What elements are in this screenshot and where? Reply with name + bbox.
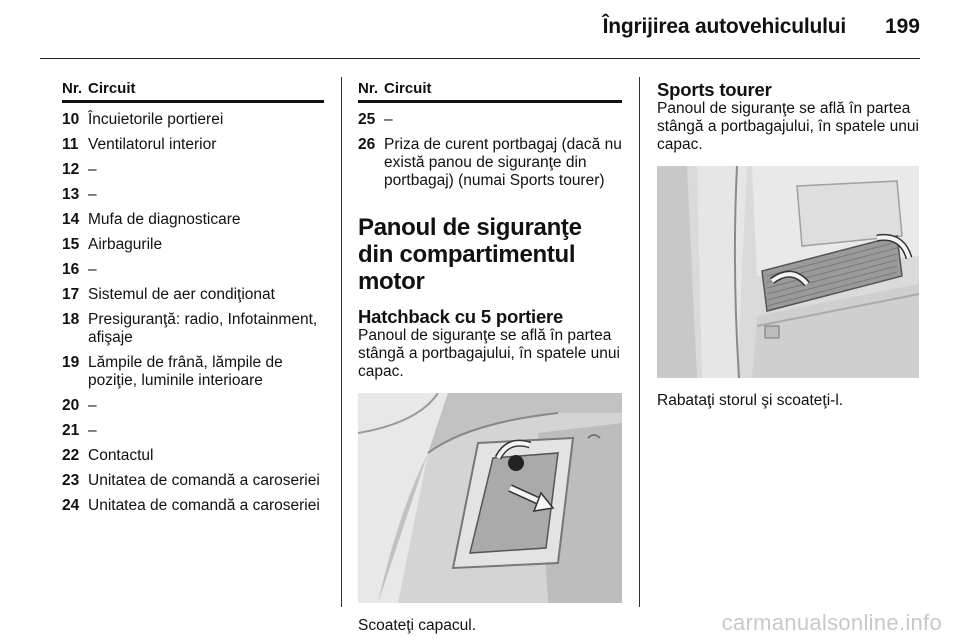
table-row bbox=[358, 111, 622, 129]
fuse-number: 19 bbox=[62, 354, 80, 371]
circuit-name: – bbox=[384, 111, 393, 128]
table-row bbox=[358, 136, 622, 190]
table-row bbox=[62, 422, 324, 440]
page-number: 199 bbox=[884, 15, 920, 38]
hatchback-text: Panoul de siguranţe se află în partea stângă a portbagajului, în spatele unui capac. bbox=[358, 327, 620, 380]
hatchback-caption: Scoateţi capacul. bbox=[358, 617, 477, 634]
fuse-number: 16 bbox=[62, 261, 80, 278]
sports-tourer-text: Panoul de siguranţe se află în partea stângă a portbagajului, în spatele unui capac. bbox=[657, 100, 919, 153]
fuse-number: 17 bbox=[62, 286, 80, 303]
sports-tourer-caption: Rabataţi storul şi scoateţi-l. bbox=[657, 392, 844, 409]
column-divider-1 bbox=[341, 77, 342, 607]
fuse-number: 26 bbox=[358, 136, 376, 153]
circuit-name: Presiguranţă: radio, Infotainment, afişaje bbox=[88, 311, 318, 346]
sports-tourer-subheading: Sports tourer bbox=[657, 79, 772, 100]
hatchback-fuse-cover-photo bbox=[358, 393, 622, 603]
table-row bbox=[62, 354, 324, 390]
header-title: Îngrijirea autovehiculului bbox=[602, 15, 846, 38]
column-header-nr: Nr. bbox=[358, 80, 379, 97]
circuit-name: – bbox=[88, 422, 97, 439]
fuse-number: 23 bbox=[62, 472, 80, 489]
header-rule bbox=[40, 58, 920, 59]
circuit-name: Unitatea de comandă a caroseriei bbox=[88, 497, 320, 514]
circuit-name: – bbox=[88, 397, 97, 414]
middle-column bbox=[358, 80, 622, 635]
table-row bbox=[62, 236, 324, 254]
fuse-number: 21 bbox=[62, 422, 80, 439]
table-header bbox=[62, 80, 324, 103]
circuit-name: Ventilatorul interior bbox=[88, 136, 217, 153]
table-row bbox=[62, 111, 324, 129]
fuse-number: 13 bbox=[62, 186, 80, 203]
table-row bbox=[62, 211, 324, 229]
circuit-name: Contactul bbox=[88, 447, 154, 464]
fuse-table-1 bbox=[62, 80, 324, 522]
column-header-nr: Nr. bbox=[62, 80, 83, 97]
circuit-name: – bbox=[88, 161, 97, 178]
section-heading: Panoul de siguranţe din compartimentul motor bbox=[358, 214, 582, 295]
circuit-name: Unitatea de comandă a caroseriei bbox=[88, 472, 320, 489]
table-row bbox=[62, 286, 324, 304]
table-row bbox=[62, 136, 324, 154]
fuse-number: 20 bbox=[62, 397, 80, 414]
column-header-circuit: Circuit bbox=[88, 80, 136, 97]
fuse-number: 10 bbox=[62, 111, 80, 128]
fuse-number: 25 bbox=[358, 111, 376, 128]
fuse-number: 11 bbox=[62, 136, 79, 153]
circuit-name: Mufa de diagnosticare bbox=[88, 211, 241, 228]
column-header-circuit: Circuit bbox=[384, 80, 432, 97]
table-row bbox=[62, 397, 324, 415]
table-row bbox=[62, 497, 324, 515]
fuse-number: 15 bbox=[62, 236, 80, 253]
circuit-name: – bbox=[88, 186, 97, 203]
fuse-number: 18 bbox=[62, 311, 80, 328]
circuit-name: Încuietorile portierei bbox=[88, 111, 224, 128]
column-divider-2 bbox=[639, 77, 640, 607]
fuse-number: 12 bbox=[62, 161, 80, 178]
hatchback-subheading: Hatchback cu 5 portiere bbox=[358, 306, 564, 327]
table-row bbox=[62, 261, 324, 279]
watermark: carmanualsonline.info bbox=[721, 610, 942, 635]
table-row bbox=[62, 311, 324, 347]
circuit-name: Airbagurile bbox=[88, 236, 163, 253]
fuse-number: 24 bbox=[62, 497, 80, 514]
sports-tourer-cover-photo bbox=[657, 166, 919, 378]
table-row bbox=[62, 161, 324, 179]
table-row bbox=[62, 186, 324, 204]
table-row bbox=[62, 447, 324, 465]
circuit-name: Priza de curent portbagaj (dacă nu există panou de siguranţe din portbagaj) (numai Sports tourer) bbox=[384, 136, 622, 189]
fuse-number: 22 bbox=[62, 447, 80, 464]
circuit-name: Lămpile de frână, lămpile de poziţie, luminile interioare bbox=[88, 354, 283, 389]
fuse-number: 14 bbox=[62, 211, 80, 228]
table-row bbox=[62, 472, 324, 490]
circuit-name: Sistemul de aer condiţionat bbox=[88, 286, 275, 303]
right-column bbox=[657, 80, 922, 410]
table-header bbox=[358, 80, 622, 103]
circuit-name: – bbox=[88, 261, 97, 278]
